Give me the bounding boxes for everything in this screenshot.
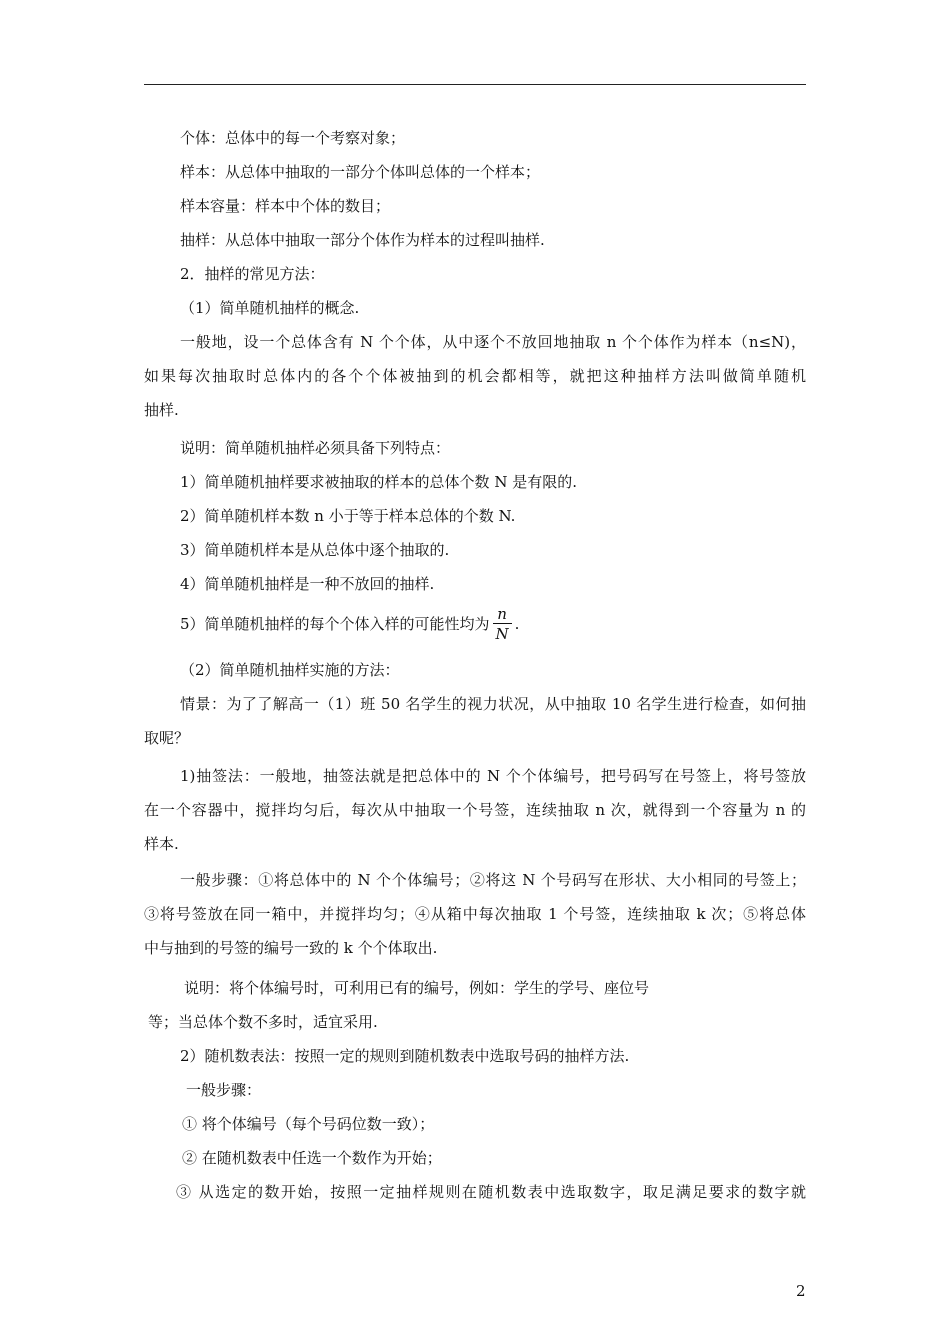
list-item: 1）简单随机抽样要求被抽取的样本的总体个数 N 是有限的. xyxy=(180,473,577,491)
text-line: 个体：总体中的每一个考察对象； xyxy=(180,129,406,147)
text-line: 抽样. xyxy=(144,401,179,419)
text-line: ③将号签放在同一箱中，并搅拌均匀；④从箱中每次抽取 1 个号签，连续抽取 k 次；⑤将总体 xyxy=(144,905,806,923)
list-item xyxy=(180,604,519,644)
text-line: 等；当总体个数不多时，适宜采用. xyxy=(148,1013,378,1031)
fraction-numerator: n xyxy=(497,604,507,623)
section-heading: 2．抽样的常见方法： xyxy=(180,265,325,283)
list-item: ① 将个体编号（每个号码位数一致）； xyxy=(182,1115,435,1133)
header-rule xyxy=(144,84,806,85)
text-line: 一般步骤： xyxy=(186,1081,262,1099)
list-item: 3）简单随机样本是从总体中逐个抽取的. xyxy=(180,541,450,559)
subsection-heading: （1）简单随机抽样的概念. xyxy=(180,299,360,317)
list-item-text: 5）简单随机抽样的每个个体入样的可能性均为 xyxy=(180,615,490,633)
list-item: 4）简单随机抽样是一种不放回的抽样. xyxy=(180,575,435,593)
page-number: 2 xyxy=(796,1282,806,1300)
text-line: 抽样：从总体中抽取一部分个体作为样本的过程叫抽样. xyxy=(180,231,545,249)
fraction-denominator: N xyxy=(493,623,512,644)
text-line: 1)抽签法：一般地，抽签法就是把总体中的 N 个个体编号，把号码写在号签上，将号签放 xyxy=(180,767,806,785)
text-line: 样本容量：样本中个体的数目； xyxy=(180,197,391,215)
fraction xyxy=(493,605,512,644)
list-item: ③ 从选定的数开始，按照一定抽样规则在随机数表中选取数字，取足满足要求的数字就 xyxy=(176,1183,806,1201)
fraction-suffix: . xyxy=(514,615,520,633)
text-line: 样本：从总体中抽取的一部分个体叫总体的一个样本； xyxy=(180,163,541,181)
text-line: 在一个容器中，搅拌均匀后，每次从中抽取一个号签，连续抽取 n 次，就得到一个容量为 n 的 xyxy=(144,801,806,819)
text-line: 一般步骤：①将总体中的 N 个个体编号；②将这 N 个号码写在形状、大小相同的号签上； xyxy=(180,871,806,889)
text-line: 中与抽到的号签的编号一致的 k 个个体取出. xyxy=(144,939,438,957)
list-item: 2）简单随机样本数 n 小于等于样本总体的个数 N. xyxy=(180,507,516,525)
text-line: 情景：为了了解高一（1）班 50 名学生的视力状况，从中抽取 10 名学生进行检查，如何抽 xyxy=(180,695,806,713)
text-line: 取呢？ xyxy=(144,729,190,747)
text-line: 一般地，设一个总体含有 N 个个体，从中逐个不放回地抽取 n 个个体作为样本（n≤N)， xyxy=(180,333,806,351)
text-line: 2）随机数表法：按照一定的规则到随机数表中选取号码的抽样方法. xyxy=(180,1047,630,1065)
subsection-heading: （2）简单随机抽样实施的方法： xyxy=(180,661,400,679)
text-line: 说明：简单随机抽样必须具备下列特点： xyxy=(180,439,451,457)
list-item: ② 在随机数表中任选一个数作为开始； xyxy=(182,1149,442,1167)
text-line: 说明：将个体编号时，可利用已有的编号，例如：学生的学号、座位号 xyxy=(184,979,650,997)
text-line: 样本. xyxy=(144,835,179,853)
text-line: 如果每次抽取时总体内的各个个体被抽到的机会都相等，就把这种抽样方法叫做简单随机 xyxy=(144,367,806,385)
